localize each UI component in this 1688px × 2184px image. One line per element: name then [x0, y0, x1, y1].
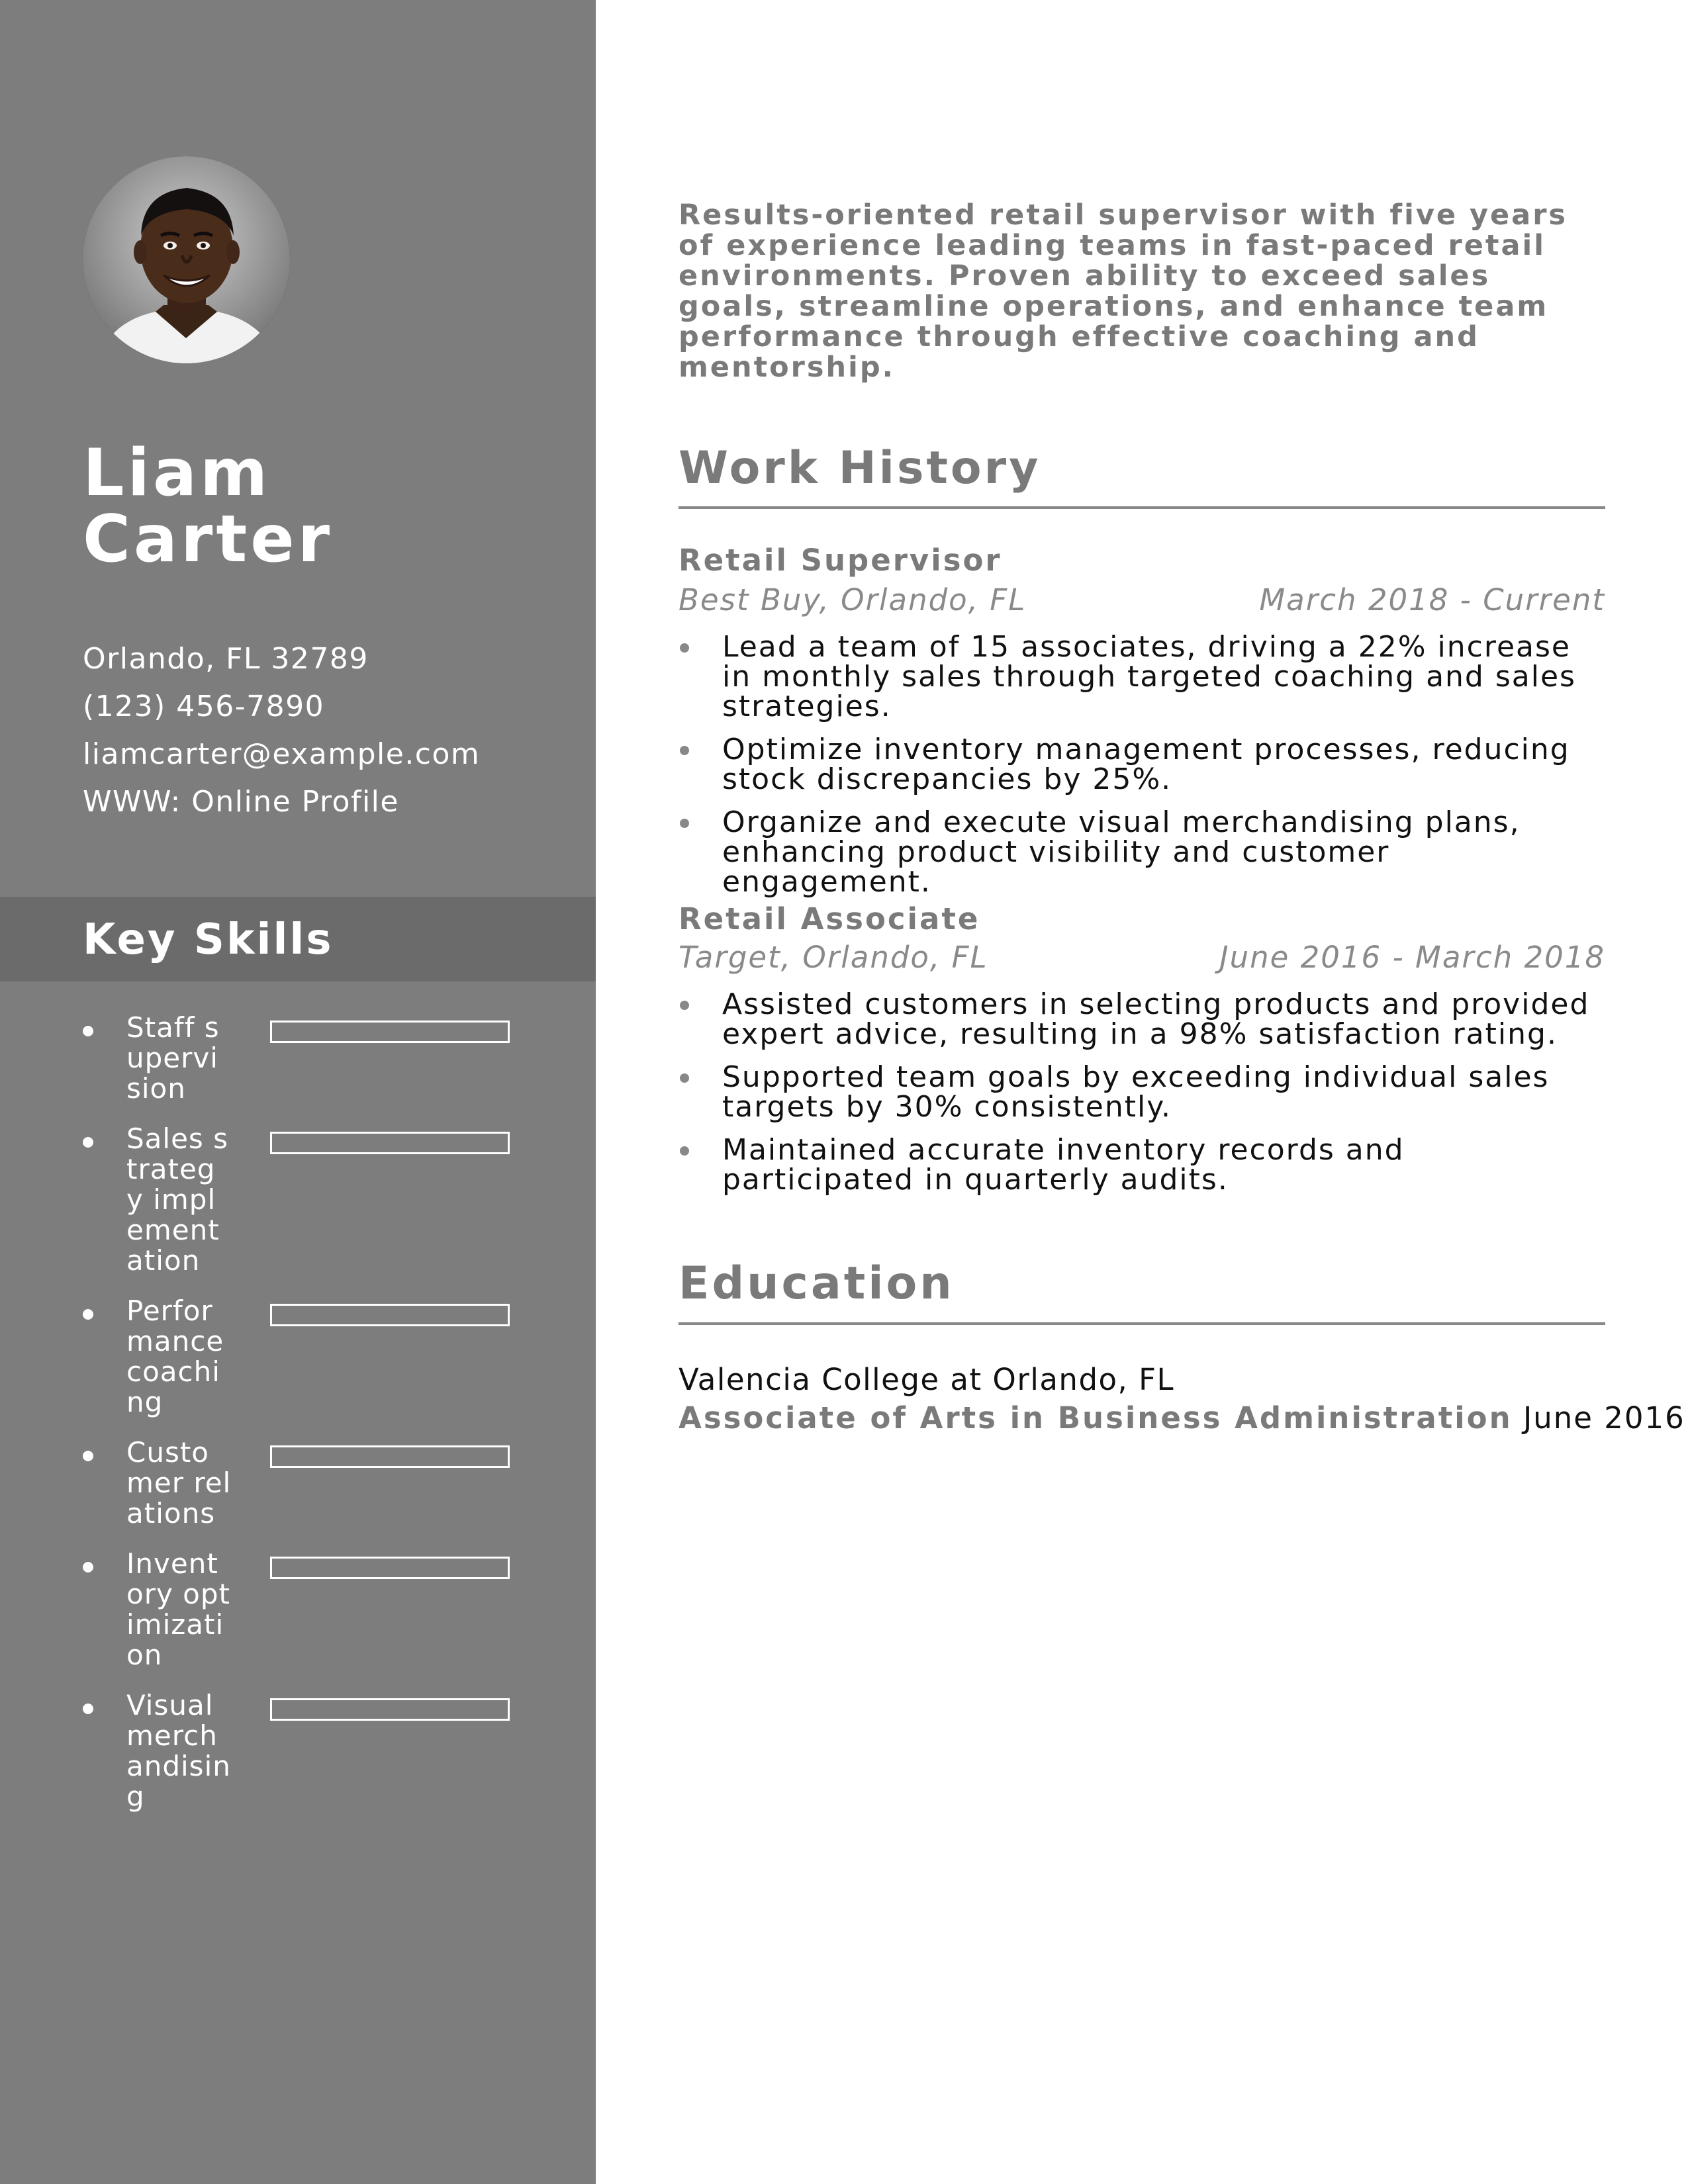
skill-label: Inventory optimization [126, 1547, 230, 1671]
work-history-heading: Work History [679, 442, 1041, 494]
skill-item [83, 1124, 546, 1276]
skill-item [83, 1549, 546, 1670]
skills-heading: Key Skills [83, 915, 334, 964]
first-name: Liam [83, 435, 271, 511]
education-heading: Education [679, 1257, 955, 1310]
education-degree: Associate of Arts in Business Administration [679, 1400, 1513, 1435]
skill-level-bar [270, 1021, 510, 1043]
bullet-text: Assisted customers in selecting products and provided expert advice, resulting in a 98% satisfaction rating. [722, 987, 1590, 1051]
job-title: Retail Supervisor [679, 543, 1002, 578]
bullet-dot [680, 643, 689, 653]
bullet-text: Optimize inventory management processes, reducing stock discrepancies by 25%. [722, 733, 1570, 796]
bullet-text: Supported team goals by exceeding individual sales targets by 30% consistently. [722, 1060, 1550, 1124]
professional-summary: Results-oriented retail supervisor with five years of experience leading teams in fast-paced retail environments. Proven ability to exceed sales goals, streamline operations, and enhance team performance through effective coaching and mentorship. [679, 199, 1568, 384]
education-degree-line [679, 1400, 1685, 1435]
phone: (123) 456-7890 [83, 690, 325, 723]
job-company: Target, Orlando, FL [679, 940, 988, 975]
list-item [679, 735, 1605, 794]
skill-level-bar [270, 1445, 510, 1468]
bullet-dot [680, 1073, 689, 1083]
section-divider [679, 1322, 1605, 1325]
avatar [83, 156, 290, 363]
email[interactable]: liamcarter@example.com [83, 737, 481, 771]
job-bullets [679, 989, 1605, 1208]
bullet-dot [83, 1704, 93, 1714]
bullet-dot [83, 1562, 93, 1572]
bullet-text: Maintained accurate inventory records and participated in quarterly audits. [722, 1133, 1405, 1197]
list-item [679, 632, 1605, 721]
address: Orlando, FL 32789 [83, 642, 369, 676]
job-meta [679, 582, 1605, 617]
section-divider [679, 506, 1605, 509]
skill-item [83, 1296, 546, 1418]
job-title: Retail Associate [679, 901, 980, 936]
bullet-dot [680, 1001, 689, 1010]
skill-level-bar [270, 1132, 510, 1154]
skill-level-bar [270, 1557, 510, 1579]
bullet-dot [680, 1146, 689, 1156]
skill-item [83, 1013, 546, 1104]
skill-label: Staff supervision [126, 1011, 220, 1105]
list-item [679, 1135, 1605, 1195]
list-item [679, 1062, 1605, 1122]
list-item [679, 989, 1605, 1049]
bullet-text: Lead a team of 15 associates, driving a 22% increase in monthly sales through targeted coaching and sales strategies. [722, 630, 1576, 723]
sidebar [0, 0, 596, 2184]
education-school: Valencia College at Orlando, FL [679, 1362, 1175, 1397]
skill-label: Performance coaching [126, 1295, 224, 1418]
bullet-dot [83, 1451, 93, 1461]
job-dates: March 2018 - Current [1259, 582, 1605, 617]
job-dates: June 2016 - March 2018 [1219, 940, 1605, 975]
job-meta [679, 940, 1605, 975]
skill-label: Sales strategy implementation [126, 1122, 229, 1277]
bullet-dot [83, 1026, 93, 1036]
bullet-dot [680, 819, 689, 828]
skill-label: Customer relations [126, 1436, 232, 1529]
skill-item [83, 1437, 546, 1529]
skills-list [83, 1013, 546, 1832]
skill-label: Visual merchandising [126, 1689, 231, 1813]
list-item [679, 807, 1605, 897]
skill-level-bar [270, 1304, 510, 1326]
candidate-name [83, 435, 573, 577]
bullet-text: Organize and execute visual merchandising plans, enhancing product visibility and customer engagement. [722, 805, 1521, 899]
bullet-dot [83, 1309, 93, 1320]
bullet-dot [83, 1137, 93, 1148]
job-bullets [679, 632, 1605, 910]
contact-info [83, 635, 573, 826]
job-company: Best Buy, Orlando, FL [679, 582, 1027, 617]
skills-header [0, 897, 596, 981]
skill-level-bar [270, 1698, 510, 1721]
education-date: June 2016 [1523, 1400, 1685, 1435]
bullet-dot [680, 746, 689, 755]
profile-photo-icon [83, 156, 290, 363]
skill-item [83, 1690, 546, 1812]
last-name: Carter [83, 502, 334, 577]
website-link[interactable]: WWW: Online Profile [83, 785, 399, 819]
